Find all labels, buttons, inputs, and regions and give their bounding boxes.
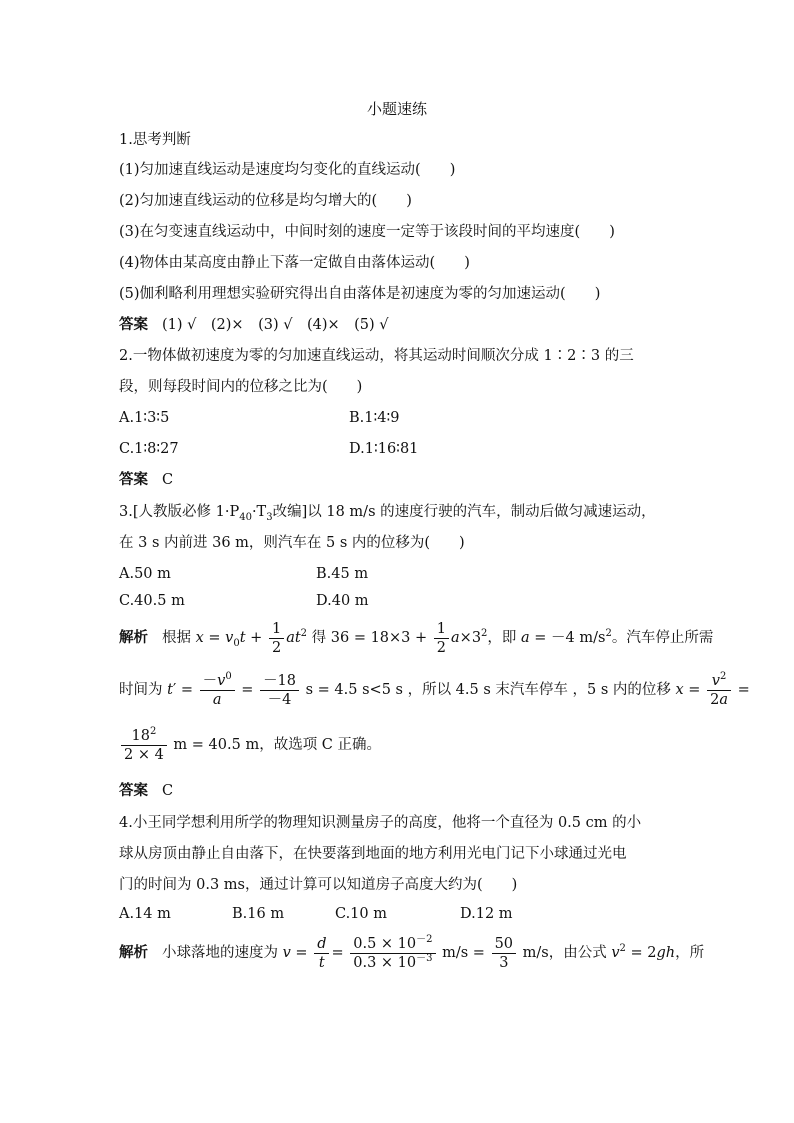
- q2-answer: [119, 470, 173, 490]
- source-ref: [人教版必修 1·P: [132, 504, 240, 520]
- sol-text: 得 36 = 18×3 +: [307, 630, 432, 646]
- q1-heading: 1.思考判断: [119, 132, 191, 148]
- sol-text: 小球落地的速度为: [162, 945, 283, 961]
- source-mid: ·T: [251, 504, 267, 520]
- q3-solution-line-1: 解析 根据 $x = v_0t$ + $\frac{1}{2}$ $at^2$ 得 36 = 18×3 + $\frac{1}{2}$ $a\times 3^2$，即 a = －4 $m/s^2$。汽车停止所需: [119, 620, 714, 656]
- q3-solution-line-3: $\frac{18^2}{2 \times 4}$ m = 40.5 m，故选项 C 正确。: [119, 725, 381, 765]
- sol-text: 时间为: [119, 682, 168, 698]
- sol-text: s = 4.5 s<5 s ，所以 4.5 s 末汽车停车 ，5 s 内的位移: [301, 682, 676, 698]
- answer-label: 答案: [119, 782, 148, 799]
- q3-option-a: A.50 m: [119, 566, 171, 582]
- jiexi-label: 解析: [119, 629, 148, 646]
- q2-stem-line-1: 2.一物体做初速度为零的匀加速直线运动，将其运动时间顺次分成 1∶2∶3 的三: [119, 348, 634, 364]
- answer-text: (1) √ (2)× (3) √ (4)× (5) √: [162, 317, 389, 333]
- q2-option-b: B.1∶4∶9: [349, 410, 400, 426]
- q1-item-4: (4)物体由某高度由静止下落一定做自由落体运动( ): [119, 255, 470, 271]
- jiexi-label: 解析: [119, 944, 148, 961]
- q2-option-d: D.1∶16∶81: [349, 441, 419, 457]
- answer-text: C: [162, 783, 174, 799]
- answer-text: C: [162, 472, 174, 488]
- q1-item-2: (2)匀加速直线运动的位移是均匀增大的( ): [119, 193, 412, 209]
- q4-stem-line-2: 球从房顶由静止自由落下，在快要落到地面的地方利用光电门记下小球通过光电: [119, 846, 627, 862]
- q3-stem-line-1: [119, 502, 656, 522]
- sol-text: 根据: [162, 630, 196, 646]
- sol-text: m = 40.5 m，故选项 C 正确。: [168, 737, 382, 753]
- answer-label: 答案: [119, 471, 148, 488]
- source-end: 改编]: [272, 504, 308, 520]
- q2-option-a: A.1∶3∶5: [119, 410, 170, 426]
- source-sub-item: 3: [266, 511, 273, 523]
- q3-option-d: D.40 m: [316, 593, 369, 609]
- q4-stem-line-3: 门的时间为 0.3 ms，通过计算可以知道房子高度大约为( ): [119, 877, 518, 893]
- q4-stem-line-1: 4.小王同学想利用所学的物理知识测量房子的高度，他将一个直径为 0.5 cm 的小: [119, 815, 642, 831]
- q3-option-c: C.40.5 m: [119, 593, 185, 609]
- q3-answer: [119, 781, 173, 801]
- sol-text: ，所: [675, 945, 705, 961]
- q3-stem-line-2: 在 3 s 内前进 36 m，则汽车在 5 s 内的位移为( ): [119, 535, 465, 551]
- q3-solution-line-2: 时间为 t′ = $\frac{-v^0}{a}$ = $\frac{-18}{-4}$ s = 4.5 s<5 s ，所以 4.5 s 末汽车停车 ，5 s 内的位移 x = $\frac{v^2}{2a}$ =: [119, 670, 750, 708]
- q3-option-b: B.45 m: [316, 566, 369, 582]
- sol-text: m/s =: [437, 945, 490, 961]
- q1-answer: [119, 315, 389, 335]
- sol-text: 。汽车停止所需: [611, 630, 714, 646]
- q4-option-d: D.12 m: [460, 906, 513, 922]
- q4-option-a: A.14 m: [119, 906, 171, 922]
- q2-option-c: C.1∶8∶27: [119, 441, 179, 457]
- sol-text: m/s，由公式: [518, 945, 612, 961]
- q4-option-b: B.16 m: [232, 906, 285, 922]
- q4-solution-line-1: 解析 小球落地的速度为 v = $\frac{d}{t}$ = $\frac{0.5 \times 10^{-2}}{0.3 \times 10^{-3}}$ m/s = $\frac{50}{3}$ m/s，由公式 $v^2 = 2gh$，所: [119, 933, 705, 971]
- q2-stem-line-2: 段，则每段时间内的位移之比为( ): [119, 379, 363, 395]
- answer-label: 答案: [119, 316, 148, 333]
- question-number: 3.: [119, 504, 133, 520]
- sol-text: ，即: [487, 630, 522, 646]
- source-sub-page: 40: [239, 511, 252, 523]
- q1-item-1: (1)匀加速直线运动是速度均匀变化的直线运动( ): [119, 162, 456, 178]
- q1-item-3: (3)在匀变速直线运动中，中间时刻的速度一定等于该段时间的平均速度( ): [119, 224, 615, 240]
- q1-item-5: (5)伽利略利用理想实验研究得出自由落体是初速度为零的匀加速运动( ): [119, 286, 601, 302]
- q4-option-c: C.10 m: [335, 906, 387, 922]
- stem-text: 以 18 m/s 的速度行驶的汽车，制动后做匀减速运动，: [307, 504, 656, 520]
- page-title: 小题速练: [366, 100, 427, 118]
